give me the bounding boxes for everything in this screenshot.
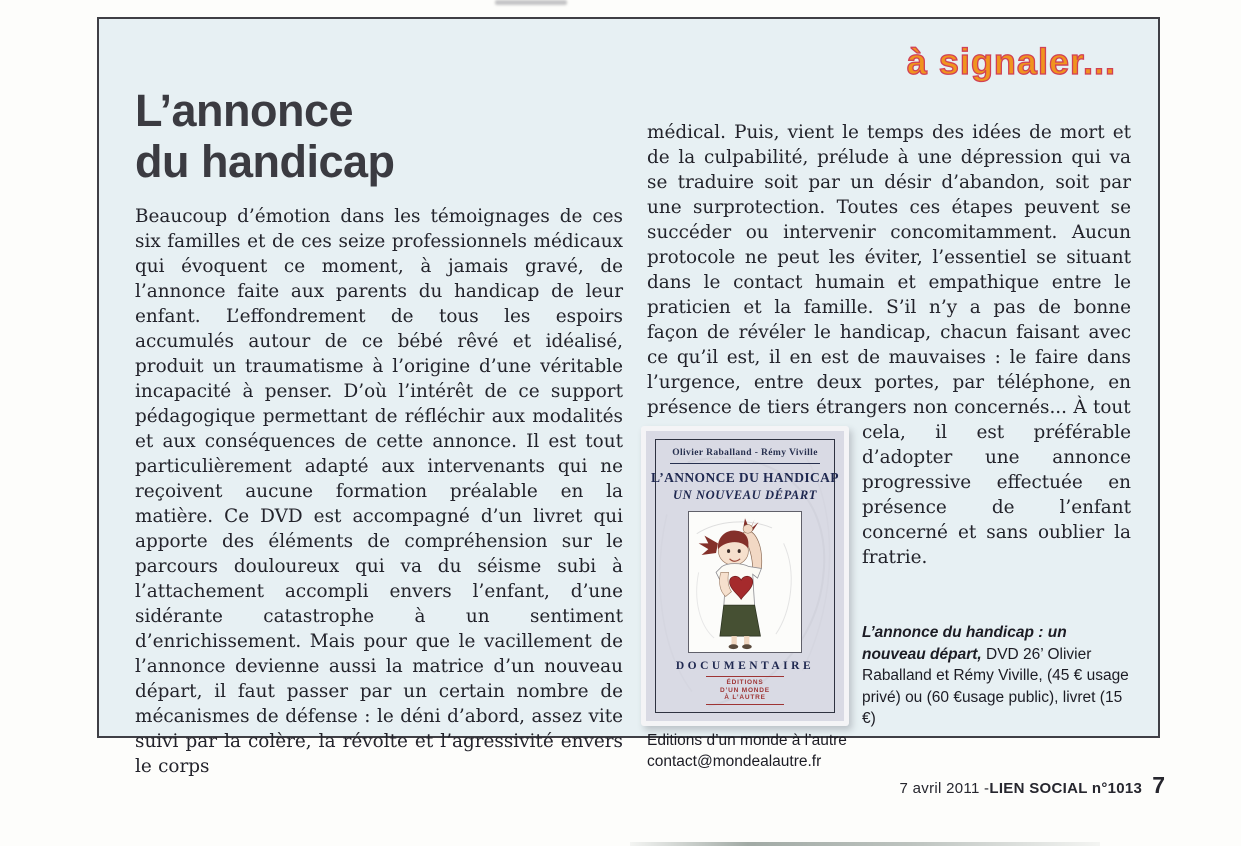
dvd-title: L’ANNONCE DU HANDICAP xyxy=(651,470,839,485)
section-header: à signaler... xyxy=(906,41,1116,82)
dvd-cover xyxy=(646,431,844,721)
article-text-right-top: médical. Puis, vient le temps des idées de mort et de la culpabilité, prélude à une dépression qui va se traduire soit par un désir d’abandon, soit par une surprotection. Toutes ces étapes peuvent se succéder ou intervenir concomitamment. Aucun protocole ne peut les éviter, l’essentiel se situant dans le contact humain et empathique entre le praticien et la famille. S’il n’y a pas de bonne façon de révéler le handicap, chacun faisant avec ce qu’il est, il en est de mauvaises : le faire dans l’urgence, entre deux portes, par téléphone, en présence de tiers étrangers non concernés... À tout xyxy=(647,122,1131,418)
dvd-cover-photo xyxy=(641,426,849,726)
footer-magazine-name: LIEN SOCIAL n°1013 xyxy=(989,780,1143,797)
dvd-rule xyxy=(670,463,820,464)
dvd-category: DOCUMENTAIRE xyxy=(675,660,815,672)
dvd-authors: Olivier Raballand - Rémy Viville xyxy=(672,448,818,458)
scan-artifact-bottom xyxy=(630,842,1100,846)
page-number: 7 xyxy=(1152,772,1165,798)
right-column xyxy=(647,120,1131,773)
article-panel xyxy=(97,17,1160,777)
left-column xyxy=(135,85,623,779)
dvd-cover-frame xyxy=(651,439,839,713)
article-text-right-wrapped: cela, il est préférable d’adopter une annonce progressive effectuée en présence de l’enfant concerné et sans oublier la fratrie. xyxy=(862,422,1131,568)
girl-illustration xyxy=(688,511,802,653)
caption-title: L’annonce du handicap : un nouveau départ, xyxy=(862,624,1067,663)
publisher-logo-line3: À L’AUTRE xyxy=(724,694,766,701)
caption-publisher: Editions d’un monde à l’autre xyxy=(647,731,847,749)
publisher-logo-line2: D’UN MONDE xyxy=(720,686,770,694)
article-text-left: Beaucoup d’émotion dans les témoignages de ces six familles et de ces seize professionnels médicaux qui évoquent ce moment, à jamais gravé, de l’annonce faite aux parents du handicap de leur enfant. L’effondrement de tous les espoirs accumulés autour de ce bébé rêvé et idéalisé, produit un traumatisme à l’origine d’une véritable incapacité à penser. D’où l’intérêt de ce support pédagogique permettant de réfléchir aux modalités et aux conséquences de cette annonce. Il est tout particulièrement adapté aux intervenants qui ne reçoivent aucune formation préalable en la matière. Ce DVD est accompagné d’un livret qui apporte des éléments de compréhension sur le parcours douloureux qui va du séisme subi à l’attachement accompli envers l’enfant, d’une sidérante catastrophe à un sentiment d’enrichissement. Mais pour que le vacillement de l’annonce devienne aussi la matrice d’un nouveau départ, il faut passer par un certain nombre de mécanismes de défense : le déni d’abord, assez vite suivi par la colère, la révolte et l’agressivité envers le corps xyxy=(135,206,623,777)
page-title xyxy=(135,85,623,187)
scan-artifact-top xyxy=(495,0,567,5)
title-line-1: L’annonce xyxy=(135,85,354,136)
caption-email: contact@mondealautre.fr xyxy=(647,753,822,770)
publisher-logo-line1: ÉDITIONS xyxy=(726,679,764,686)
dvd-subtitle: UN NOUVEAU DÉPART xyxy=(672,488,817,502)
page-footer xyxy=(900,772,1165,799)
caption-details: DVD 26’ Olivier Raballand et Rémy Viville, (45 € usage privé) ou (60 €usage public), livret (15 €) xyxy=(862,645,1129,727)
title-line-2: du handicap xyxy=(135,136,395,187)
publisher-logo xyxy=(706,676,784,705)
footer-date: 7 avril 2011 - xyxy=(899,780,990,797)
